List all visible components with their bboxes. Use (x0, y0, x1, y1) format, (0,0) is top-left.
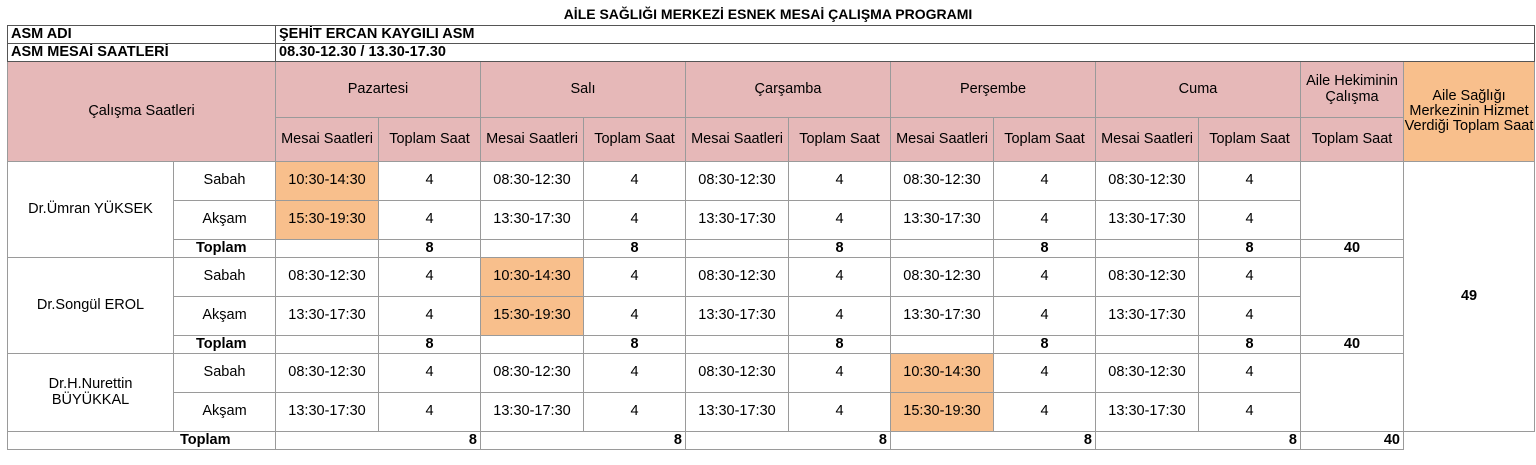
shift-time: 08:30-12:30 (276, 354, 379, 393)
shift-hours: 4 (1199, 393, 1301, 432)
day-total-empty (686, 336, 789, 354)
shift-hours: 4 (994, 393, 1096, 432)
day-total-empty (1096, 240, 1199, 258)
asm-hours-value: 08.30-12.30 / 13.30-17.30 (276, 44, 1535, 62)
shift-time: 13:30-17:30 (276, 393, 379, 432)
shift-label: Akşam (174, 393, 276, 432)
day-total: 8 (584, 240, 686, 258)
day-total: 8 (891, 432, 1096, 450)
asm-name-value: ŞEHİT ERCAN KAYGILI ASM (276, 26, 1535, 44)
total-label: Toplam (174, 336, 276, 354)
shift-hours: 4 (994, 258, 1096, 297)
mesai-saatleri-header: Mesai Saatleri (276, 118, 379, 162)
shift-time: 13:30-17:30 (276, 297, 379, 336)
day-header: Perşembe (891, 62, 1096, 118)
aile-hekimi-header: Aile Hekiminin Çalışma (1301, 62, 1404, 118)
shift-time: 15:30-19:30 (481, 297, 584, 336)
shift-time: 13:30-17:30 (481, 393, 584, 432)
shift-hours: 4 (1199, 201, 1301, 240)
aile-hekimi-empty (1301, 258, 1404, 336)
shift-hours: 4 (994, 354, 1096, 393)
total-row (8, 240, 1535, 258)
shift-hours: 4 (1199, 297, 1301, 336)
day-total: 8 (1096, 432, 1301, 450)
day-total-empty (276, 240, 379, 258)
shift-time: 13:30-17:30 (1096, 297, 1199, 336)
shift-hours: 4 (789, 393, 891, 432)
day-total: 8 (1199, 240, 1301, 258)
shift-time: 13:30-17:30 (686, 297, 789, 336)
aile-hekimi-empty (1301, 354, 1404, 432)
aile-hekimi-empty (1301, 162, 1404, 240)
mesai-saatleri-header: Mesai Saatleri (1096, 118, 1199, 162)
aile-hekimi-toplam-header: Toplam Saat (1301, 118, 1404, 162)
shift-hours: 4 (789, 258, 891, 297)
day-total: 8 (994, 240, 1096, 258)
calisma-saatleri-header: Çalışma Saatleri (8, 62, 276, 162)
table-row (8, 258, 1535, 297)
shift-label: Sabah (174, 162, 276, 201)
shift-hours: 4 (994, 201, 1096, 240)
day-total: 8 (789, 336, 891, 354)
day-header: Salı (481, 62, 686, 118)
shift-time: 08:30-12:30 (481, 354, 584, 393)
shift-hours: 4 (584, 297, 686, 336)
day-total-empty (481, 240, 584, 258)
shift-hours: 4 (584, 162, 686, 201)
shift-time: 10:30-14:30 (481, 258, 584, 297)
shift-time: 08:30-12:30 (686, 162, 789, 201)
shift-hours: 4 (994, 162, 1096, 201)
shift-hours: 4 (379, 354, 481, 393)
day-total-empty (481, 336, 584, 354)
merkez-total-header: Aile Sağlığı Merkezinin Hizmet Verdiği Toplam Saat (1404, 62, 1535, 162)
shift-hours: 4 (379, 201, 481, 240)
shift-time: 08:30-12:30 (481, 162, 584, 201)
shift-hours: 4 (994, 297, 1096, 336)
asm-hours-label: ASM MESAİ SAATLERİ (8, 44, 276, 62)
page-title: AİLE SAĞLIĞI MERKEZİ ESNEK MESAİ ÇALIŞMA PROGRAMI (563, 6, 973, 22)
day-header: Pazartesi (276, 62, 481, 118)
week-total: 40 (1301, 336, 1404, 354)
day-total: 8 (789, 240, 891, 258)
day-total: 8 (584, 336, 686, 354)
shift-time: 08:30-12:30 (1096, 354, 1199, 393)
shift-hours: 4 (1199, 354, 1301, 393)
center-total: 49 (1404, 162, 1535, 432)
toplam-saat-header: Toplam Saat (789, 118, 891, 162)
schedule-table (7, 25, 1535, 450)
shift-label: Akşam (174, 297, 276, 336)
shift-hours: 4 (379, 297, 481, 336)
shift-time: 10:30-14:30 (891, 354, 994, 393)
shift-time: 08:30-12:30 (686, 354, 789, 393)
toplam-saat-header: Toplam Saat (379, 118, 481, 162)
day-total: 8 (481, 432, 686, 450)
day-total: 8 (1199, 336, 1301, 354)
asm-name-label: ASM ADI (8, 26, 276, 44)
shift-hours: 4 (789, 201, 891, 240)
shift-time: 08:30-12:30 (686, 258, 789, 297)
shift-hours: 4 (789, 354, 891, 393)
day-total: 8 (994, 336, 1096, 354)
shift-time: 08:30-12:30 (891, 258, 994, 297)
doctor-name: Dr.Songül EROL (8, 258, 174, 354)
toplam-saat-header: Toplam Saat (1199, 118, 1301, 162)
shift-hours: 4 (379, 258, 481, 297)
shift-label: Sabah (174, 354, 276, 393)
shift-time: 08:30-12:30 (891, 162, 994, 201)
shift-hours: 4 (789, 162, 891, 201)
shift-time: 15:30-19:30 (891, 393, 994, 432)
table-row (8, 162, 1535, 201)
shift-time: 10:30-14:30 (276, 162, 379, 201)
day-total: 8 (379, 240, 481, 258)
shift-time: 08:30-12:30 (276, 258, 379, 297)
day-total-empty (891, 336, 994, 354)
shift-hours: 4 (584, 354, 686, 393)
day-total-empty (686, 240, 789, 258)
day-total-empty (1096, 336, 1199, 354)
day-header: Çarşamba (686, 62, 891, 118)
day-header: Cuma (1096, 62, 1301, 118)
doctor-name: Dr.Ümran YÜKSEK (8, 162, 174, 258)
shift-hours: 4 (379, 162, 481, 201)
day-total: 8 (379, 336, 481, 354)
toplam-saat-header: Toplam Saat (584, 118, 686, 162)
day-total: 8 (276, 432, 481, 450)
week-total: 40 (1301, 240, 1404, 258)
total-row (8, 432, 1535, 450)
mesai-saatleri-header: Mesai Saatleri (481, 118, 584, 162)
shift-time: 13:30-17:30 (1096, 393, 1199, 432)
shift-time: 13:30-17:30 (891, 297, 994, 336)
shift-time: 13:30-17:30 (891, 201, 994, 240)
doctor-name: Dr.H.Nurettin BÜYÜKKAL (8, 354, 174, 432)
shift-hours: 4 (584, 201, 686, 240)
shift-time: 13:30-17:30 (686, 393, 789, 432)
shift-time: 13:30-17:30 (1096, 201, 1199, 240)
total-row (8, 336, 1535, 354)
shift-time: 13:30-17:30 (686, 201, 789, 240)
shift-label: Akşam (174, 201, 276, 240)
toplam-saat-header: Toplam Saat (994, 118, 1096, 162)
day-total-empty (276, 336, 379, 354)
shift-hours: 4 (584, 258, 686, 297)
shift-hours: 4 (1199, 258, 1301, 297)
total-label: Toplam (8, 432, 276, 450)
shift-time: 08:30-12:30 (1096, 258, 1199, 297)
total-label: Toplam (174, 240, 276, 258)
week-total: 40 (1301, 432, 1404, 450)
mesai-saatleri-header: Mesai Saatleri (891, 118, 994, 162)
table-row (8, 354, 1535, 393)
shift-time: 08:30-12:30 (1096, 162, 1199, 201)
shift-hours: 4 (1199, 162, 1301, 201)
shift-hours: 4 (379, 393, 481, 432)
shift-hours: 4 (584, 393, 686, 432)
shift-label: Sabah (174, 258, 276, 297)
day-total-empty (891, 240, 994, 258)
shift-time: 15:30-19:30 (276, 201, 379, 240)
shift-hours: 4 (789, 297, 891, 336)
shift-time: 13:30-17:30 (481, 201, 584, 240)
day-total: 8 (686, 432, 891, 450)
mesai-saatleri-header: Mesai Saatleri (686, 118, 789, 162)
